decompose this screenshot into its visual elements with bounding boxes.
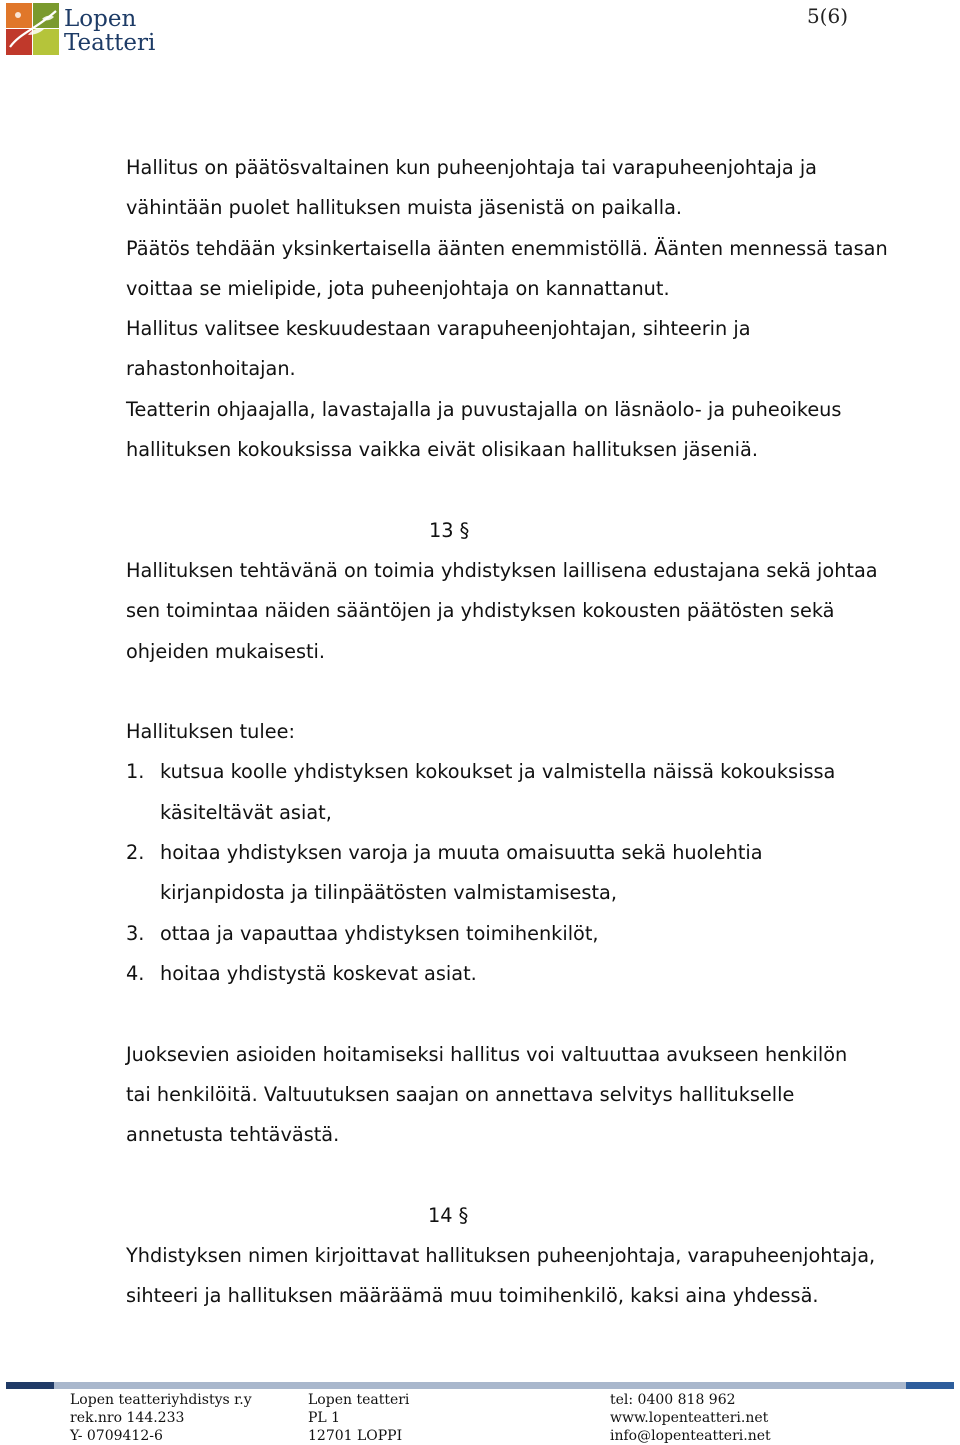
- footer-org-name: Lopen teatteriyhdistys r.y: [70, 1392, 252, 1408]
- paragraph-line: Hallitus valitsee keskuudestaan varapuheenjohtajan, sihteerin ja: [126, 317, 751, 341]
- page-number: 5(6): [806, 4, 848, 28]
- list-item-line: hoitaa yhdistyksen varoja ja muuta omaisuutta sekä huolehtia: [160, 841, 763, 865]
- list-item: [126, 914, 906, 954]
- paragraph-line: Juoksevien asioiden hoitamiseksi hallitus voi valtuuttaa avukseen henkilön: [126, 1042, 848, 1066]
- section-13-title: 13 §: [429, 518, 470, 542]
- paragraph-line: ohjeiden mukaisesti.: [126, 639, 326, 663]
- list-intro: Hallituksen tulee:: [126, 720, 295, 744]
- list-number: 4.: [126, 961, 145, 985]
- list-number: 3.: [126, 921, 145, 945]
- logo-text-lopen: Lopen: [64, 6, 137, 32]
- paragraph-line: Hallitus on päätösvaltainen kun puheenjohtaja tai varapuheenjohtaja ja: [126, 156, 817, 179]
- footer-organization-column: [70, 1391, 252, 1445]
- list-item-line: kirjanpidosta ja tilinpäätösten valmistamisesta,: [160, 881, 617, 905]
- paragraph-line: rahastonhoitajan.: [126, 357, 296, 381]
- logo-emblem-icon: [6, 3, 60, 55]
- logo-text-teatteri: Teatteri: [64, 30, 156, 56]
- footer-email-link[interactable]: info@lopenteatteri.net: [610, 1428, 771, 1444]
- list-number: 1.: [126, 760, 145, 784]
- list-number: 2.: [126, 841, 145, 865]
- paragraph-line: Teatterin ohjaajalla, lavastajalla ja puvustajalla on läsnäolo- ja puheoikeus: [126, 397, 842, 421]
- paragraph-line: Päätös tehdään yksinkertaisella äänten enemmistöllä. Äänten mennessä tasan: [126, 236, 888, 260]
- footer-divider-bar: [6, 1382, 954, 1389]
- paragraph-line: hallituksen kokouksissa vaikka eivät olisikaan hallituksen jäseniä.: [126, 438, 758, 462]
- footer-postal-code: 12701 LOPPI: [308, 1428, 403, 1444]
- footer-reg-number: rek.nro 144.233: [70, 1410, 185, 1426]
- paragraph-line: annetusta tehtävästä.: [126, 1123, 340, 1147]
- footer-phone: tel: 0400 818 962: [610, 1392, 736, 1408]
- footer-po-box: PL 1: [308, 1410, 341, 1426]
- list-item: [126, 833, 906, 914]
- paragraph-line: Hallituksen tehtävänä on toimia yhdistyksen laillisena edustajana sekä johtaa: [126, 558, 878, 582]
- paragraph-line: tai henkilöitä. Valtuutuksen saajan on annettava selvitys hallitukselle: [126, 1082, 795, 1106]
- footer-address-name: Lopen teatteri: [308, 1392, 410, 1408]
- footer-business-id: Y- 0709412-6: [70, 1428, 163, 1444]
- lopen-teatteri-logo: [6, 3, 176, 57]
- paragraph-line: Yhdistyksen nimen kirjoittavat hallituksen puheenjohtaja, varapuheenjohtaja,: [126, 1244, 876, 1268]
- document-body: [126, 148, 906, 1317]
- list-item-line: kutsua koolle yhdistyksen kokoukset ja valmistella näissä kokouksissa: [160, 760, 836, 784]
- paragraph-line: sen toimintaa näiden sääntöjen ja yhdistyksen kokousten päätösten sekä: [126, 599, 835, 623]
- paragraph-line: sihteeri ja hallituksen määräämä muu toimihenkilö, kaksi aina yhdessä.: [126, 1284, 819, 1308]
- paragraph-line: vähintään puolet hallituksen muista jäsenistä on paikalla.: [126, 196, 683, 220]
- list-item-line: hoitaa yhdistystä koskevat asiat.: [160, 961, 477, 985]
- section-14-title: 14 §: [428, 1203, 469, 1227]
- footer-contact-column: [610, 1391, 771, 1445]
- paragraph-line: voittaa se mielipide, jota puheenjohtaja on kannattanut.: [126, 276, 670, 300]
- footer-website-link[interactable]: www.lopenteatteri.net: [610, 1410, 769, 1426]
- list-item-line: ottaa ja vapauttaa yhdistyksen toimihenkilöt,: [160, 921, 599, 945]
- footer-address-column: [308, 1391, 409, 1445]
- list-item: [126, 752, 906, 833]
- list-item-line: käsiteltävät asiat,: [160, 800, 332, 824]
- list-item: [126, 954, 906, 994]
